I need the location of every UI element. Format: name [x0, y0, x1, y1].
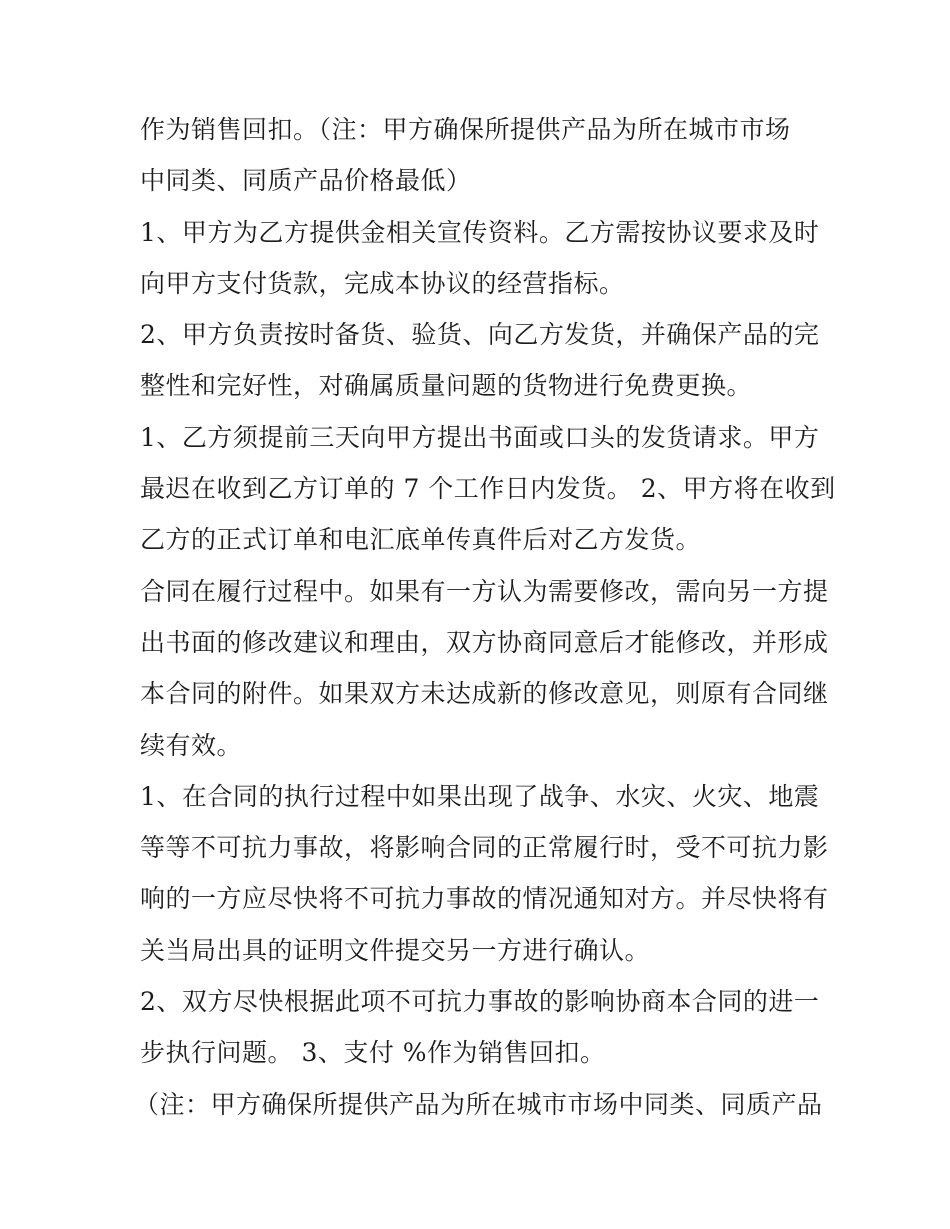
- text-line: 2、甲方负责按时备货、验货、向乙方发货，并确保产品的完: [140, 320, 820, 350]
- text-line: 步执行问题。 3、支付 %作为销售回扣。: [140, 1038, 606, 1068]
- text-line: 本合同的附件。如果双方未达成新的修改意见，则原有合同继: [140, 679, 829, 709]
- text-line: 续有效。: [140, 730, 243, 760]
- text-line: （注：甲方确保所提供产品为所在城市市场中同类、同质产品: [134, 1089, 823, 1119]
- text-line: 最迟在收到乙方订单的 7 个工作日内发货。 2、甲方将在收到: [140, 474, 836, 504]
- text-line: 2、双方尽快根据此项不可抗力事故的影响协商本合同的进一: [140, 987, 820, 1017]
- document-body: [134, 104, 836, 1130]
- text-line: 1、甲方为乙方提供金相关宣传资料。乙方需按协议要求及时: [140, 217, 820, 247]
- text-line: 合同在履行过程中。如果有一方认为需要修改，需向另一方提: [140, 576, 829, 606]
- text-line: 出书面的修改建议和理由，双方协商同意后才能修改，并形成: [140, 627, 829, 657]
- text-line: 响的一方应尽快将不可抗力事故的情况通知对方。并尽快将有: [140, 884, 829, 914]
- text-line: 关当局出具的证明文件提交另一方进行确认。: [140, 935, 651, 965]
- text-line: 1、在合同的执行过程中如果出现了战争、水灾、火灾、地震: [140, 781, 820, 811]
- text-line: 等等不可抗力事故，将影响合同的正常履行时，受不可抗力影: [140, 833, 829, 863]
- text-line: 作为销售回扣。（注：甲方确保所提供产品为所在城市市场: [140, 115, 791, 144]
- text-line: 整性和完好性，对确属质量问题的货物进行免费更换。: [140, 371, 753, 401]
- text-line: 中同类、同质产品价格最低）: [140, 166, 472, 196]
- text-line: 乙方的正式订单和电汇底单传真件后对乙方发货。: [140, 525, 702, 555]
- text-line: 向甲方支付货款，完成本协议的经营指标。: [140, 268, 625, 298]
- text-line: 1、乙方须提前三天向甲方提出书面或口头的发货请求。甲方: [140, 422, 820, 452]
